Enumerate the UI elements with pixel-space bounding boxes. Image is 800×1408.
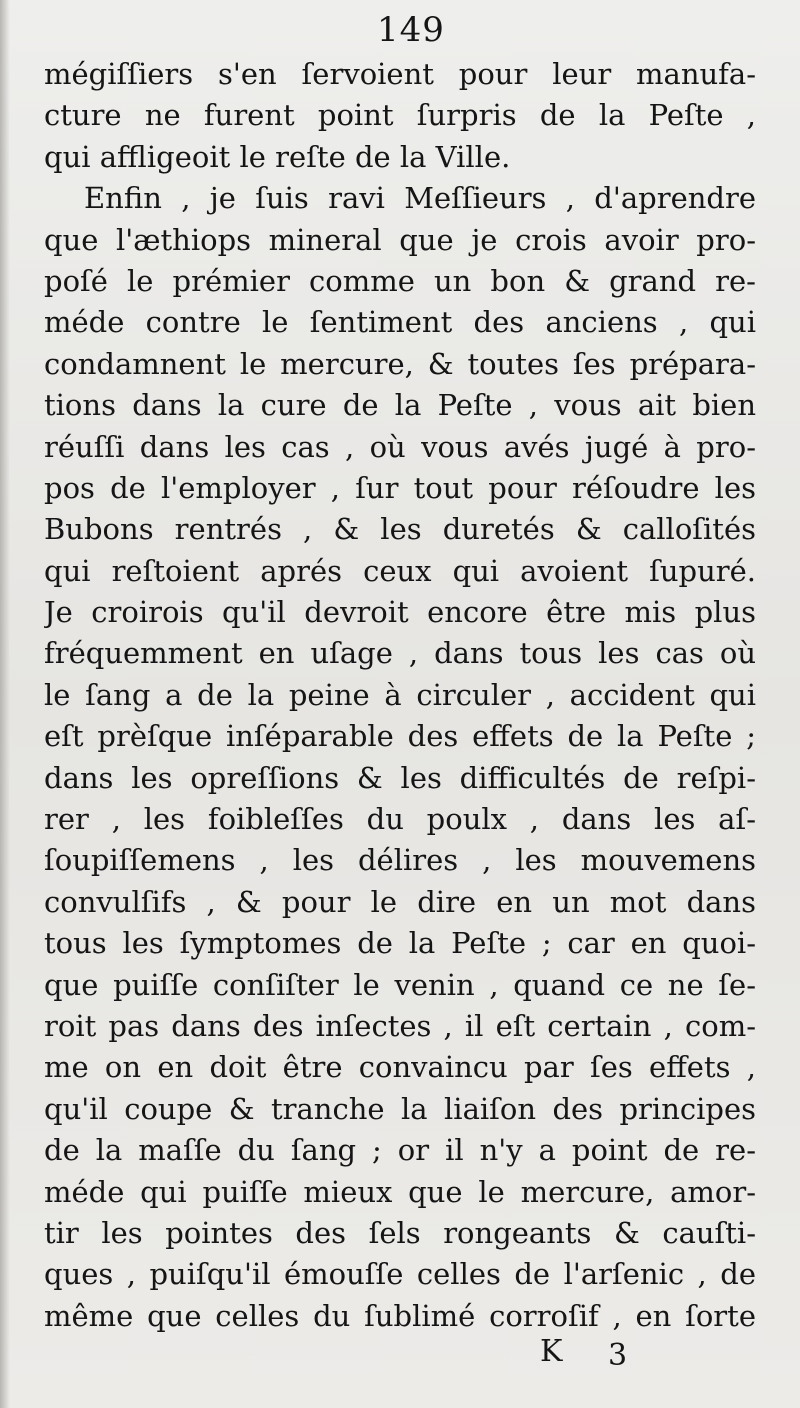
text-line: tir les pointes des ſels rongeants & cauſti- xyxy=(44,1215,756,1250)
text-line: pos de l'employer , ſur tout pour réſoudre les xyxy=(44,470,756,505)
text-line: cture ne furent point ſurpris de la Peſte , xyxy=(44,98,756,133)
text-line: méde contre le ſentiment des anciens , qui xyxy=(44,305,756,340)
text-line: ques , puiſqu'il émouſſe celles de l'arſenic , de xyxy=(44,1257,756,1292)
text-line: le ſang a de la peine à circuler , accident qui xyxy=(44,677,756,712)
text-line: me on en doit être convaincu par ſes effets , xyxy=(44,1050,756,1085)
text-line: dans les opreſſions & les difficultés de reſpi- xyxy=(44,760,756,795)
page-number: 149 xyxy=(377,10,445,50)
text-line: qui reſtoient aprés ceux qui avoient ſupuré. xyxy=(44,553,756,588)
text-line: ſoupiſſemens , les délires , les mouvemens xyxy=(44,843,756,878)
text-line: qu'il coupe & tranche la liaiſon des principes xyxy=(44,1091,756,1126)
text-line: rer , les foibleſſes du poulx , dans les aſ- xyxy=(44,802,756,837)
body-text xyxy=(44,54,756,1337)
text-line: Bubons rentrés , & les duretés & calloſités xyxy=(44,512,756,547)
text-line: tous les ſymptomes de la Peſte ; car en quoi- xyxy=(44,926,756,961)
signature-mark: K xyxy=(540,1334,563,1369)
text-line: fréquemment en uſage , dans tous les cas où xyxy=(44,636,756,671)
text-line: Je croirois qu'il devroit encore être mis plus xyxy=(44,595,756,630)
text-line: tions dans la cure de la Peſte , vous ait bien xyxy=(44,388,756,423)
text-line: poſé le prémier comme un bon & grand re- xyxy=(44,263,756,298)
text-line: de la maſſe du ſang ; or il n'y a point de re- xyxy=(44,1133,756,1168)
spine-shadow xyxy=(0,0,10,1408)
text-line: condamnent le mercure, & toutes ſes prépara- xyxy=(44,346,756,381)
signature-number: 3 xyxy=(608,1338,628,1373)
text-line: eſt prèſque inſéparable des effets de la Peſte ; xyxy=(44,719,756,754)
text-line: méde qui puiſſe mieux que le mercure, amor- xyxy=(44,1174,756,1209)
text-line: Enfin , je ſuis ravi Meſſieurs , d'aprendre xyxy=(84,181,756,216)
text-line: que l'æthiops mineral que je crois avoir pro- xyxy=(44,222,756,257)
text-line: que puiſſe conſiſter le venin , quand ce ne ſe- xyxy=(44,967,756,1002)
text-line: roit pas dans des inſectes , il eſt certain , com- xyxy=(44,1008,756,1043)
text-line: qui affligeoit le reſte de la Ville. xyxy=(44,139,511,174)
text-line: convulſifs , & pour le dire en un mot dans xyxy=(44,884,756,919)
text-line: même que celles du ſublimé corroſif , en ſorte xyxy=(44,1298,756,1333)
page-footer xyxy=(0,1330,800,1374)
text-line: mégiſſiers s'en ſervoient pour leur manufa- xyxy=(44,57,756,91)
text-line: réuſſi dans les cas , où vous avés jugé à pro- xyxy=(44,429,756,464)
